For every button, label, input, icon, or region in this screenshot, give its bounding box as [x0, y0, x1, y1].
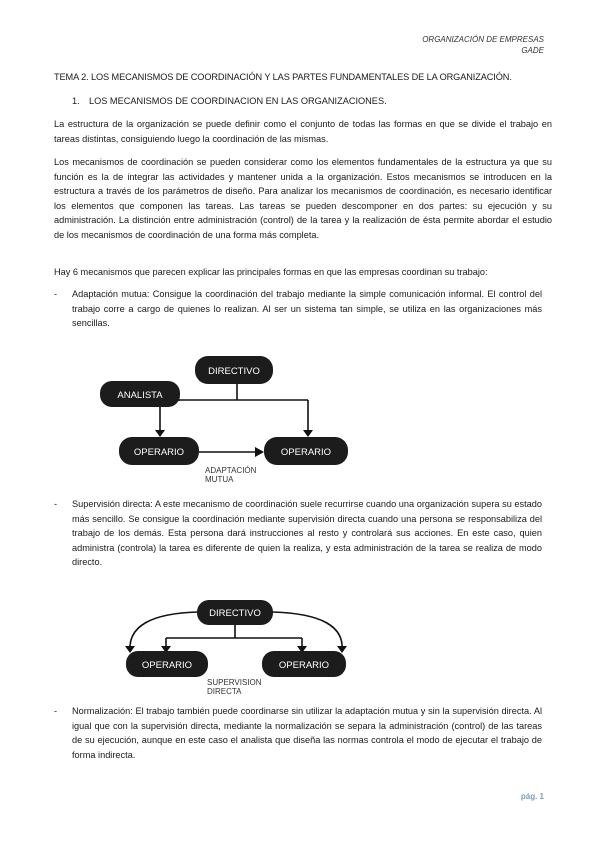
curve-right [272, 612, 342, 650]
node-operario-right [262, 651, 346, 677]
paragraph-mechanisms: Los mecanismos de coordinación se pueden considerar como los elementos fundamentales de la estructura ya que su función es la de integrar las actividades y mantener unida a la organización. Estos mecanismos se introducen en la estructura a través de los parámetros de diseño. Para analizar los mecanismos de coordinación, es necesario identificar los elementos que componen las tareas. Las tareas se pueden descomponer en dos partes: su ejecución y su administración. La distinción entre administración (control) de la tarea y la realización de ésta permite abordar el estudio de los mecanismos de coordinación de una forma más completa. [54, 157, 552, 240]
node-analista-label: ANALISTA [117, 390, 163, 401]
node-operario-left-label: OPERARIO [141, 660, 193, 671]
node-directivo [197, 600, 273, 625]
bullet-text: Adaptación mutua: Consigue la coordinación del trabajo mediante la simple comunicación informal. El control del trabajo corre a cargo de quienes lo realizan. Al ser un sistema tan simple, se utiliza en las organizaciones más sencillas. [72, 289, 542, 329]
node-operario-left [126, 651, 208, 677]
curve-left [130, 612, 198, 650]
header-course: ORGANIZACIÓN DE EMPRESAS [422, 35, 544, 44]
bullet-dash: - [54, 499, 58, 509]
page-number: pág. 1 [520, 792, 544, 801]
document-title: TEMA 2. LOS MECANISMOS DE COORDINACIÓN Y LAS PARTES FUNDAMENTALES DE LA ORGANIZACIÓN. [54, 72, 512, 82]
bullet-standardization [54, 704, 542, 762]
bullet-text: Normalización: El trabajo también puede coordinarse sin utilizar la adaptación mutua y sin la supervisión directa. Al igual que con la supervisión directa, mediante la normalización se separa la administración (control) de las tareas de su ejecución, aunque en este caso el analista que diseña las normas controla el modo de ejecutar el trabajo de forma indirecta. [72, 706, 542, 760]
label-mutua: MUTUA [205, 475, 234, 484]
label-directa: DIRECTA [207, 687, 242, 696]
label-supervision: SUPERVISION [207, 678, 262, 687]
node-directivo-label: DIRECTIVO [209, 608, 261, 619]
node-operario-left-label: OPERARIO [133, 447, 185, 458]
section-number: 1. [72, 96, 80, 106]
paragraph-six-mechanisms: Hay 6 mecanismos que parecen explicar las principales formas en que las empresas coordinan su trabajo: [54, 267, 488, 277]
bullet-dash: - [54, 289, 58, 299]
node-directivo-label: DIRECTIVO [208, 366, 260, 377]
node-operario-right-label: OPERARIO [278, 660, 330, 671]
label-adaptacion: ADAPTACIÓN [205, 466, 257, 475]
section-title: LOS MECANISMOS DE COORDINACION EN LAS ORGANIZACIONES. [89, 96, 387, 106]
paragraph-intro: La estructura de la organización se puede definir como el conjunto de todas las formas en que se divide el trabajo en tareas distintas, consiguiendo luego la coordinación de las mismas. [54, 119, 552, 144]
node-operario-right-label: OPERARIO [280, 447, 332, 458]
bullet-text: Supervisión directa: A este mecanismo de coordinación suele recurrirse cuando una organización supera su estado más sencillo. Se consigue la coordinación mediante supervisión directa cuando una persona se responsabiliza del trabajo de los demás. Esta persona dará instrucciones al resto y controlará sus acciones. En este caso, quien administra (controla) la tarea es diferente de quien la realiza, y esta administración de la tarea se realiza de modo directo. [72, 499, 542, 568]
bullet-dash: - [54, 706, 58, 716]
header-degree: GADE [521, 46, 544, 55]
